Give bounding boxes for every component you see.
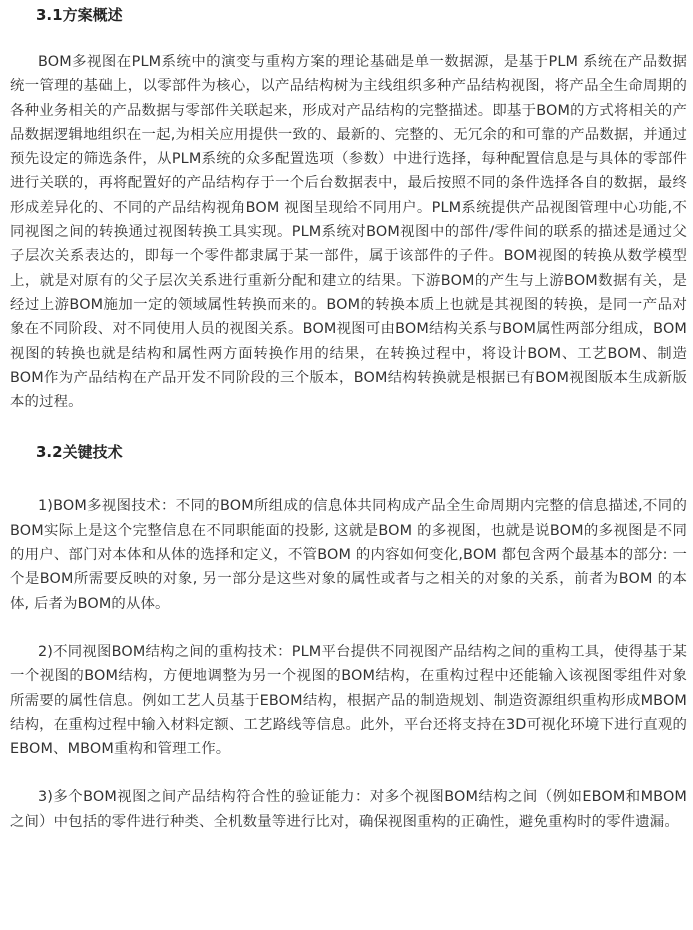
overview-paragraph: BOM多视图在PLM系统中的演变与重构方案的理论基础是单一数据源，是基于PLM 系统在产品数据统一管理的基础上，以零部件为核心，以产品结构树为主线组织多种产品结构视图，将产品全生命周期的各种业务相关的产品数据与零部件关联起来，形成对产品结构的完整描述。即基于BOM的方式将相关的产品数据逻辑地组织在一起,为相关应用提供一致的、最新的、完整的、无冗余的和可靠的产品数据，并通过预先设定的筛选条件，从PLM系统的众多配置选项（参数）中进行选择，每种配置信息是与具体的零部件进行关联的，再将配置好的产品结构存于一个后台数据表中，最后按照不同的条件选择各自的数据，最终形成差异化的、不同的产品结构视角BOM 视图呈现给不同用户。PLM系统提供产品视图管理中心功能,不同视图之间的转换通过视图转换工具实现。PLM系统对BOM视图中的部件/零件间的联系的描述是通过父子层次关系表达的，即每一个零件都隶属于某一部件，属于该部件的子件。BOM视图的转换从数学模型上，就是对原有的父子层次关系进行重新分配和建立的结果。下游BOM的产生与上游BOM数据有关，是经过上游BOM施加一定的领域属性转换而来的。BOM的转换本质上也就是其视图的转换，是同一产品对象在不同阶段、对不同使用人员的视图关系。BOM视图可由BOM结构关系与BOM属性两部分组成，BOM视图的转换也就是结构和属性两方面转换作用的结果，在转换过程中，将设计BOM、工艺BOM、制造BOM作为产品结构在产品开发不同阶段的三个版本，BOM结构转换就是根据已有BOM视图版本生成新版本的过程。	[10, 54, 687, 411]
tech-paragraph-restructure: 2)不同视图BOM结构之间的重构技术：PLM平台提供不同视图产品结构之间的重构工具，使得基于某一个视图的BOM结构，方便地调整为另一个视图的BOM结构，在重构过程中还能输入该视图零组件对象所需要的属性信息。例如工艺人员基于EBOM结构，根据产品的制造规划、制造资源组织重构形成MBOM结构，在重构过程中输入材料定额、工艺路线等信息。此外，平台还将支持在3D可视化环境下进行直观的EBOM、MBOM重构和管理工作。	[10, 643, 687, 758]
tech-paragraph-verification: 3)多个BOM视图之间产品结构符合性的验证能力：对多个视图BOM结构之间（例如EBOM和MBOM之间）中包括的零件进行种类、全机数量等进行比对，确保视图重构的正确性，避免重构时的零件遗漏。	[10, 789, 687, 830]
tech-paragraph-multiview: 1)BOM多视图技术：不同的BOM所组成的信息体共同构成产品全生命周期内完整的信息描述,不同的BOM实际上是这个完整信息在不同职能面的投影, 这就是BOM 的多视图，也就是说BOM的多视图是不同的用户、部门对本体和从体的选择和定义，不管BOM 的内容如何变化,BOM 都包含两个最基本的部分: 一个是BOM所需要反映的对象, 另一部分是这些对象的属性或者与之相关的对象的关系，前者为BOM 的本体, 后者为BOM的从体。	[10, 498, 687, 612]
section-heading-overview: 3.1方案概述	[36, 6, 123, 24]
section-heading-key-tech: 3.2关键技术	[36, 443, 123, 462]
